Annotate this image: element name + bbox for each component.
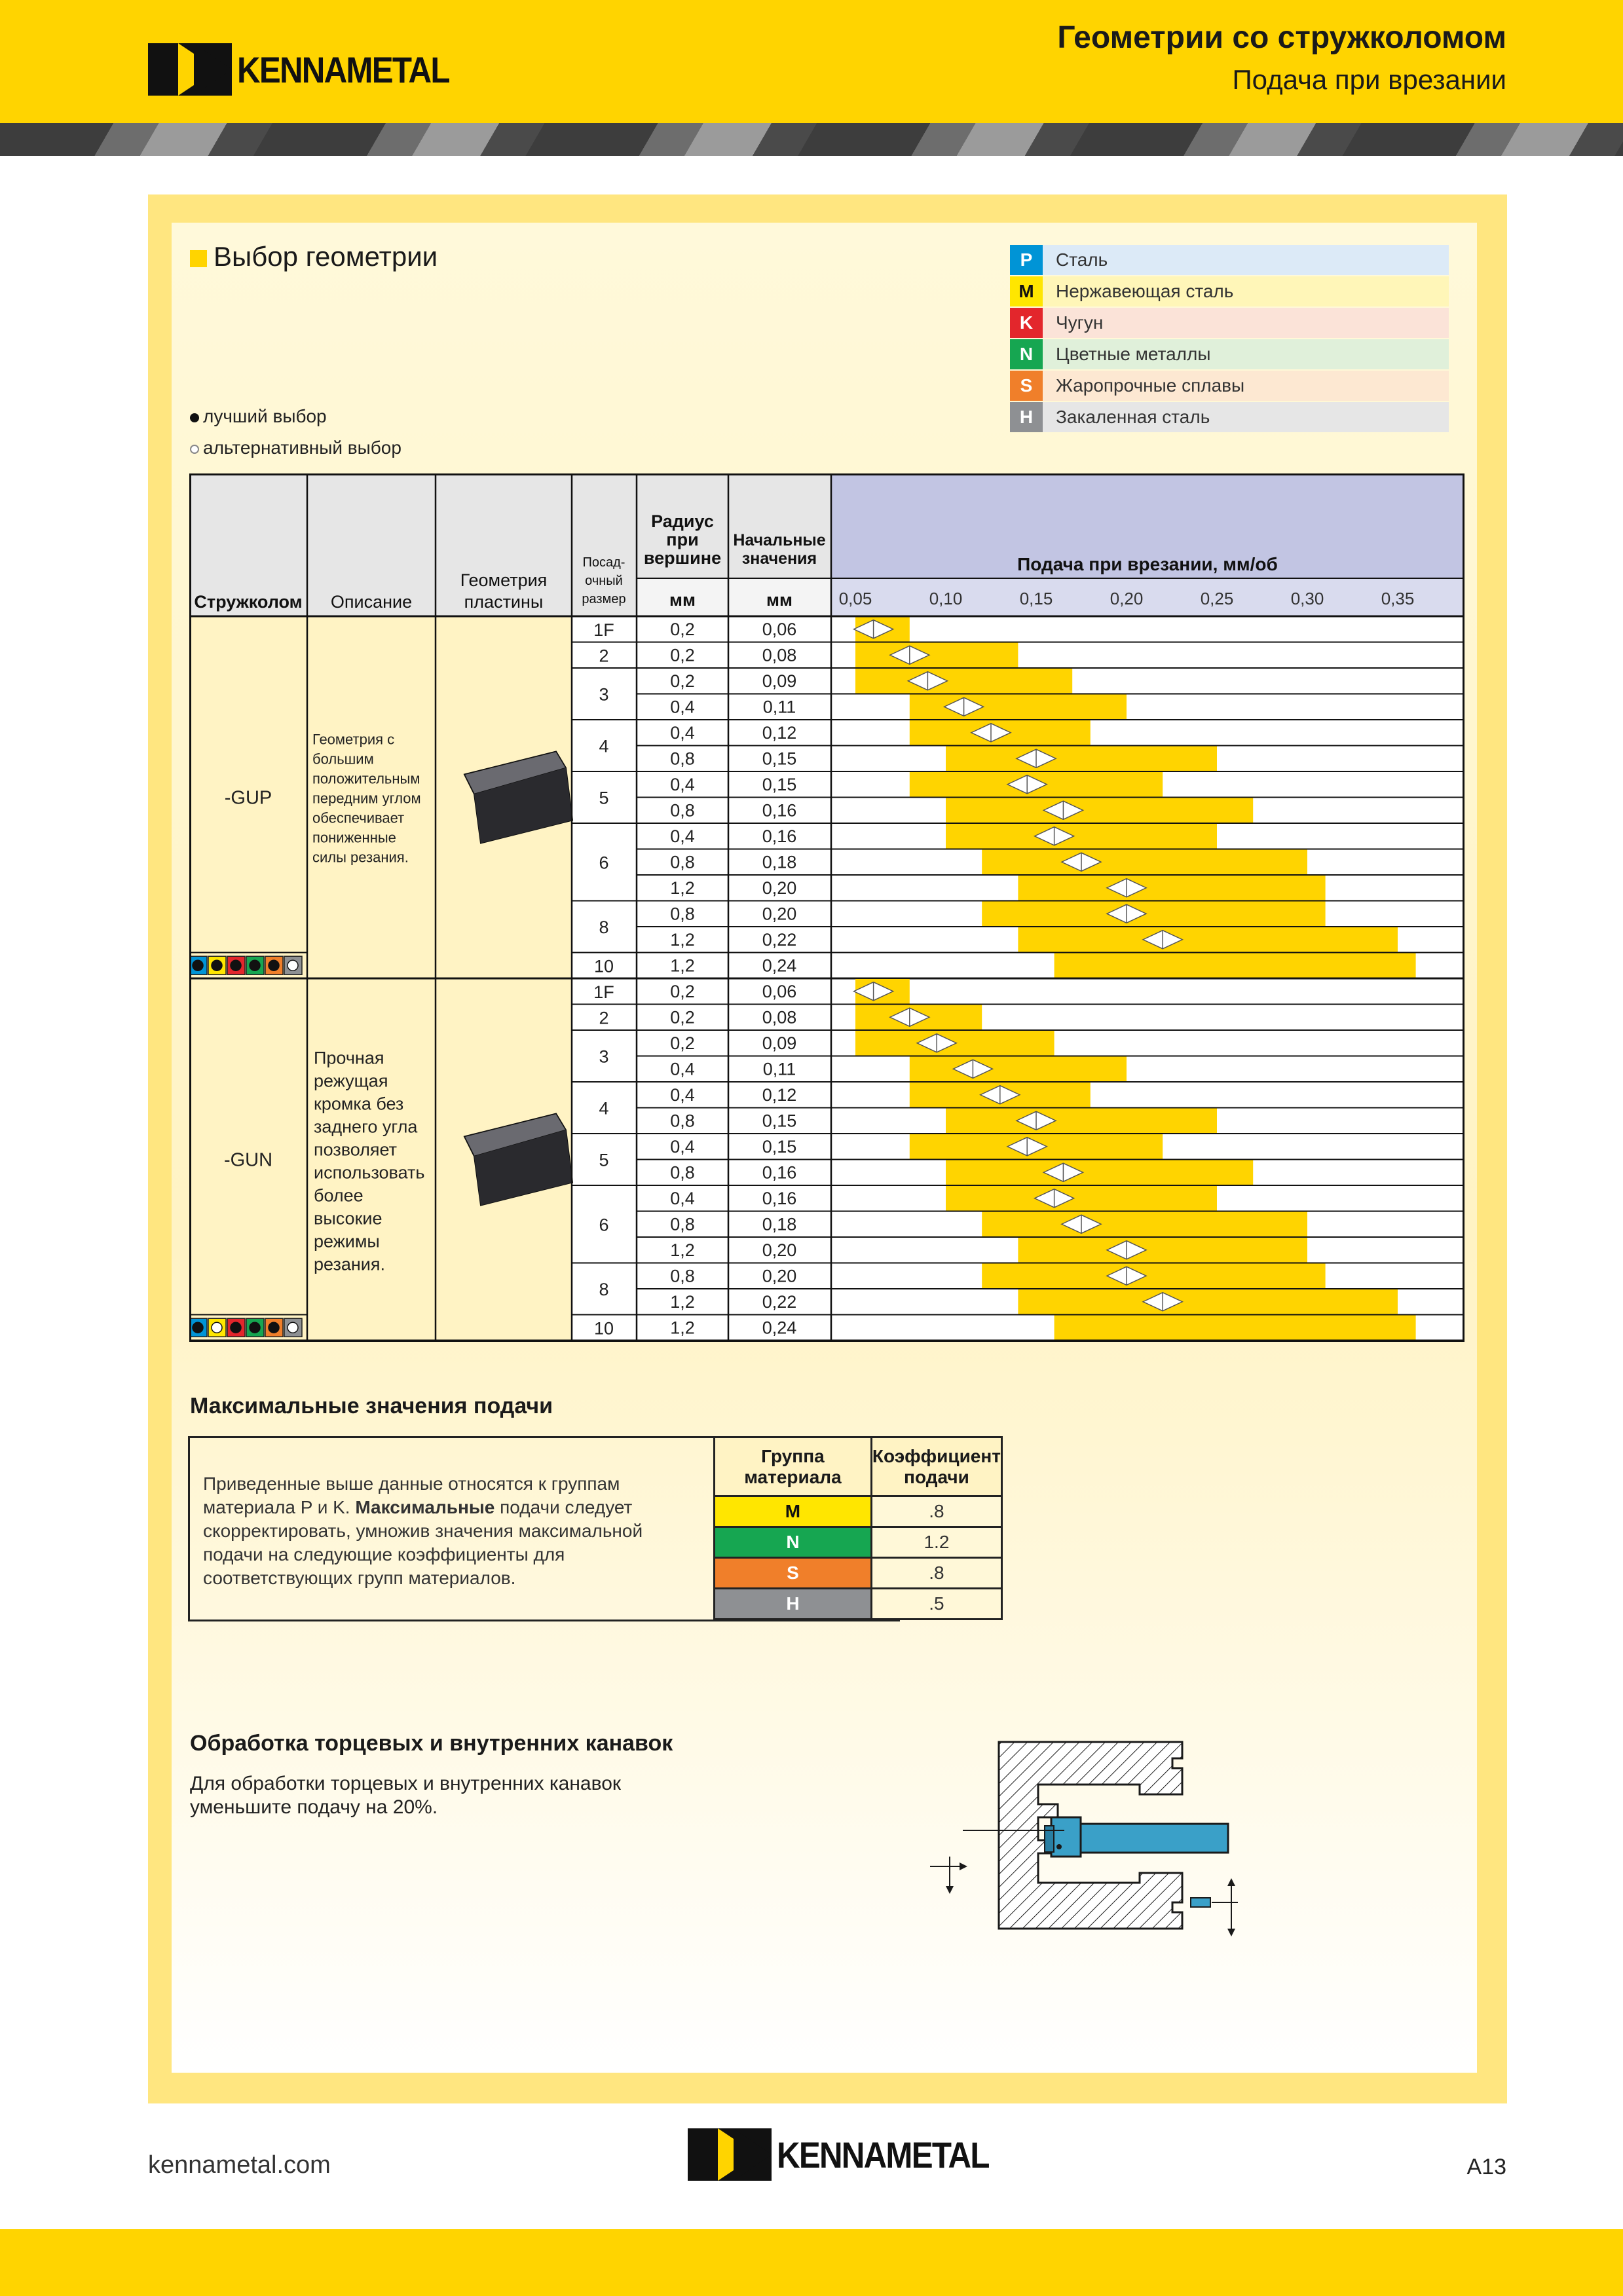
- feed-range-bar: [982, 1264, 1325, 1289]
- coef-row: [715, 1558, 1002, 1589]
- legend-row-p: [1010, 245, 1449, 275]
- empty-dot-icon: [288, 1322, 298, 1333]
- coef-value: 1.2: [871, 1527, 1001, 1558]
- footer-url[interactable]: kennametal.com: [148, 2151, 331, 2179]
- start-value: 0,15: [762, 775, 797, 794]
- best-choice-text: лучший выбор: [203, 406, 327, 426]
- radius-value: 1,2: [670, 1318, 695, 1338]
- start-value: 0,20: [762, 1266, 797, 1286]
- col-header-feed: Подача при врезании, мм/об: [1017, 554, 1278, 574]
- seat-size: 8: [599, 1280, 609, 1299]
- feed-tick-label: 0,15: [1019, 589, 1053, 608]
- feed-range-bar: [1018, 1289, 1398, 1314]
- col-header-seat: [582, 555, 625, 606]
- col-header-start-unit: мм: [766, 590, 793, 610]
- material-code-p: P: [1010, 245, 1043, 275]
- seat-size: 5: [599, 788, 609, 808]
- radius-value: 0,8: [670, 904, 695, 924]
- seat-size: 10: [593, 956, 614, 976]
- empty-dot-icon: [288, 960, 298, 971]
- col-feed-coef: Коэффициент подачи: [871, 1437, 1001, 1496]
- start-value: 0,16: [762, 1189, 797, 1208]
- tool-holder: [1064, 1824, 1228, 1853]
- filled-dot-icon: [269, 1322, 279, 1333]
- start-value: 0,24: [762, 1318, 797, 1338]
- radius-value: 0,8: [670, 1266, 695, 1286]
- feed-range-bar: [910, 1057, 1127, 1082]
- seat-size: 1F: [593, 982, 614, 1002]
- kennametal-logo: [148, 43, 478, 96]
- radius-value: 0,4: [670, 1189, 695, 1208]
- radius-value: 0,4: [670, 775, 695, 794]
- radius-value: 0,4: [670, 697, 695, 717]
- footer-bar: [0, 2229, 1623, 2296]
- legend-row-m: [1010, 276, 1449, 306]
- description-line: более: [314, 1185, 364, 1206]
- footer-logo-text: KENNAMETAL: [777, 2134, 989, 2176]
- feed-tick-label: 0,35: [1381, 589, 1415, 608]
- coef-value: .8: [871, 1558, 1001, 1589]
- legend-row-k: [1010, 308, 1449, 338]
- description-line: силы резания.: [312, 849, 409, 866]
- coef-row: [715, 1589, 1002, 1620]
- coef-value: .8: [871, 1496, 1001, 1527]
- legend-row-h: [1010, 402, 1449, 432]
- material-code-s: S: [1010, 371, 1043, 401]
- radius-value: 0,8: [670, 800, 695, 821]
- page-title: Геометрии со стружколомом: [1057, 20, 1506, 55]
- radius-value: 0,4: [670, 1137, 695, 1157]
- filled-dot-icon: [250, 960, 260, 971]
- start-value: 0,22: [762, 930, 797, 950]
- feed-tick-label: 0,05: [838, 589, 872, 608]
- feed-tick-label: 0,25: [1200, 589, 1234, 608]
- grooving-diagram: [923, 1729, 1264, 1938]
- feed-range-bar: [1018, 876, 1325, 900]
- radius-value: 1,2: [670, 878, 695, 898]
- start-value: 0,16: [762, 800, 797, 821]
- radius-value: 1,2: [670, 955, 695, 976]
- selection-title-text: Выбор геометрии: [214, 241, 438, 272]
- seat-size: 6: [599, 1215, 609, 1235]
- seat-size: 2: [599, 1008, 609, 1028]
- seat-size: 3: [599, 1046, 609, 1067]
- section-title-grooving: Обработка торцевых и внутренних канавок: [190, 1731, 673, 1756]
- material-legend: [1010, 245, 1449, 434]
- description-line: высокие: [314, 1208, 382, 1229]
- radius-value: 0,8: [670, 852, 695, 872]
- seat-size: 4: [599, 1098, 609, 1119]
- seat-size: 5: [599, 1150, 609, 1170]
- radius-value: 0,4: [670, 723, 695, 743]
- description-line: Прочная: [314, 1048, 384, 1068]
- seat-size: 10: [593, 1318, 614, 1339]
- feed-ticks-bg: [831, 578, 1464, 616]
- start-value: 0,12: [762, 723, 797, 743]
- radius-value: 1,2: [670, 1292, 695, 1312]
- radius-value: 0,2: [670, 1007, 695, 1028]
- k-logo-icon: [148, 43, 232, 96]
- k-logo-icon-footer: [688, 2128, 772, 2181]
- unit-bg: [637, 578, 831, 616]
- start-value: 0,18: [762, 1214, 797, 1234]
- coef-row: [715, 1527, 1002, 1558]
- start-value: 0,09: [762, 671, 797, 691]
- arrow-down-icon-2: [1227, 1929, 1235, 1936]
- material-name: Нержавеющая сталь: [1043, 276, 1449, 306]
- feed-range-bar: [1018, 927, 1398, 952]
- coef-material-code: N: [715, 1527, 872, 1558]
- description-line: заднего угла: [314, 1117, 418, 1137]
- coef-row: [715, 1496, 1002, 1527]
- description-line: использовать: [314, 1162, 425, 1183]
- col-header-chipbreaker: Стружколом: [194, 592, 303, 612]
- radius-value: 0,2: [670, 671, 695, 691]
- max-feed-text-b: подачи следует скорректировать, умножив значения максимальной подачи на следующие коэффициенты для соответствующих групп материалов.: [203, 1497, 643, 1588]
- filled-dot-icon: [193, 1322, 203, 1333]
- material-name: Жаропрочные сплавы: [1043, 371, 1449, 401]
- radius-value: 0,4: [670, 826, 695, 846]
- filled-dot-icon: [193, 960, 203, 971]
- start-value: 0,22: [762, 1292, 797, 1312]
- geometry-selection-table: [189, 473, 1464, 1342]
- material-name: Сталь: [1043, 245, 1449, 275]
- feed-tick-label: 0,30: [1290, 589, 1324, 608]
- radius-value: 0,2: [670, 620, 695, 639]
- coef-value: .5: [871, 1589, 1001, 1620]
- start-value: 0,08: [762, 645, 797, 665]
- best-choice-legend: [190, 406, 327, 427]
- col-header-radius-unit: мм: [669, 590, 696, 610]
- chipbreaker-name: -GUN: [223, 1149, 273, 1171]
- description-line: пониженные: [312, 829, 396, 846]
- feed-coefficient-table: [713, 1436, 1003, 1620]
- start-value: 0,15: [762, 1137, 797, 1157]
- legend-row-n: [1010, 339, 1449, 369]
- radius-value: 1,2: [670, 930, 695, 950]
- section-title-max-feed: Максимальные значения подачи: [190, 1394, 553, 1418]
- feed-tick-label: 0,10: [929, 589, 963, 608]
- grooving-text: Для обработки торцевых и внутренних канавок уменьшите подачу на 20%.: [190, 1773, 622, 1818]
- start-value: 0,08: [762, 1007, 797, 1028]
- description-line: передним углом: [312, 790, 421, 807]
- start-value: 0,20: [762, 878, 797, 898]
- start-value: 0,11: [762, 1059, 796, 1079]
- feed-range-bar: [982, 1212, 1307, 1237]
- empty-dot-icon: [212, 1322, 222, 1333]
- start-value: 0,16: [762, 1162, 797, 1183]
- start-value: 0,06: [762, 982, 797, 1001]
- page-subtitle: Подача при врезании: [1232, 64, 1506, 95]
- decorative-stripe: [0, 123, 1623, 156]
- col-header-radius-line: вершине: [643, 548, 722, 568]
- col-header-seat-line: очный: [585, 574, 623, 588]
- coef-material-code: S: [715, 1558, 872, 1589]
- radius-value: 1,2: [670, 1240, 695, 1260]
- material-code-h: H: [1010, 402, 1043, 432]
- col-header-seat-line: размер: [582, 592, 626, 606]
- col-header-geometry-line: Геометрия: [460, 570, 548, 590]
- coef-material-code: M: [715, 1496, 872, 1527]
- section-title-selection: [190, 241, 438, 272]
- radius-value: 0,8: [670, 1162, 695, 1183]
- alt-choice-legend: [190, 437, 401, 458]
- radius-value: 0,2: [670, 982, 695, 1001]
- tool-insert: [1051, 1817, 1081, 1857]
- description-line: положительным: [312, 770, 420, 787]
- start-value: 0,11: [762, 697, 796, 717]
- start-value: 0,20: [762, 904, 797, 924]
- material-name: Чугун: [1043, 308, 1449, 338]
- radius-value: 0,8: [670, 1214, 695, 1234]
- col-header-start-line: Начальные: [733, 531, 826, 549]
- feed-range-bar: [946, 747, 1217, 771]
- feed-range-bar: [946, 824, 1217, 849]
- material-code-n: N: [1010, 339, 1043, 369]
- feed-range-bar: [946, 1109, 1217, 1134]
- feed-range-bar: [1054, 954, 1416, 978]
- seat-size: 2: [599, 646, 609, 666]
- arrow-right-icon: [960, 1862, 967, 1870]
- seat-size: 8: [599, 917, 609, 937]
- seat-size: 3: [599, 684, 609, 705]
- arrow-down-icon: [946, 1886, 954, 1894]
- start-value: 0,15: [762, 749, 797, 769]
- radius-value: 0,8: [670, 1111, 695, 1131]
- filled-dot-icon: [190, 413, 199, 422]
- point-marker: [1056, 1844, 1062, 1849]
- small-tool: [1191, 1898, 1210, 1907]
- feed-tick-label: 0,20: [1110, 589, 1144, 608]
- alt-choice-text: альтернативный выбор: [203, 437, 401, 458]
- seat-size: 1F: [593, 620, 614, 640]
- radius-value: 0,4: [670, 1059, 695, 1079]
- start-value: 0,12: [762, 1085, 797, 1105]
- filled-dot-icon: [269, 960, 279, 971]
- start-value: 0,20: [762, 1240, 797, 1260]
- empty-dot-icon: [190, 445, 199, 454]
- max-feed-text-bold: Максимальные: [355, 1497, 495, 1517]
- feed-range-bar: [946, 798, 1253, 823]
- radius-value: 0,2: [670, 645, 695, 665]
- chipbreaker-name: -GUP: [224, 787, 272, 809]
- seat-size: 4: [599, 736, 609, 756]
- radius-value: 0,2: [670, 1033, 695, 1053]
- description-line: режимы: [314, 1231, 380, 1251]
- filled-dot-icon: [212, 960, 222, 971]
- description-line: Геометрия с: [312, 731, 395, 748]
- page-number: A13: [1466, 2155, 1506, 2179]
- feed-range-bar: [946, 1160, 1253, 1185]
- arrow-up-icon: [1227, 1878, 1235, 1886]
- feed-range-bar: [910, 695, 1127, 720]
- description-line: резания.: [314, 1254, 385, 1274]
- logo-text: KENNAMETAL: [237, 48, 449, 90]
- feed-range-bar: [855, 669, 1072, 694]
- start-value: 0,18: [762, 852, 797, 872]
- max-feed-text: [203, 1472, 662, 1590]
- feed-range-bar: [982, 850, 1307, 875]
- feed-range-bar: [1054, 1316, 1416, 1341]
- feed-range-bar: [1018, 1238, 1307, 1263]
- start-value: 0,16: [762, 826, 797, 846]
- description-line: кромка без: [314, 1094, 404, 1114]
- filled-dot-icon: [231, 1322, 241, 1333]
- col-header-radius-line: при: [666, 530, 699, 549]
- feed-range-bar: [855, 643, 1018, 668]
- material-name: Цветные металлы: [1043, 339, 1449, 369]
- legend-row-s: [1010, 371, 1449, 401]
- radius-value: 0,8: [670, 749, 695, 769]
- col-header-start-line: значения: [741, 549, 817, 568]
- description-line: обеспечивает: [312, 809, 405, 826]
- col-header-description: Описание: [330, 592, 413, 612]
- start-value: 0,24: [762, 955, 797, 976]
- seat-size: 6: [599, 853, 609, 873]
- description-line: большим: [312, 750, 374, 768]
- feed-range-bar: [982, 902, 1325, 927]
- col-header-radius-line: Радиус: [651, 511, 714, 531]
- feed-range-bar: [946, 1186, 1217, 1211]
- filled-dot-icon: [250, 1322, 260, 1333]
- col-header-seat-line: Посад-: [582, 555, 625, 570]
- start-value: 0,15: [762, 1111, 797, 1131]
- col-header-geometry-line: пластины: [464, 592, 544, 612]
- col-header-start: [733, 531, 825, 568]
- start-value: 0,06: [762, 620, 797, 639]
- description-line: позволяет: [314, 1139, 398, 1160]
- square-bullet-icon: [190, 250, 207, 267]
- max-feed-text-a: Приведенные выше данные относятся к группам материала P и K.: [203, 1473, 620, 1517]
- material-name: Закаленная сталь: [1043, 402, 1449, 432]
- start-value: 0,09: [762, 1033, 797, 1053]
- col-material-group: Группа материала: [715, 1437, 872, 1496]
- footer-logo: [688, 2128, 1018, 2181]
- material-code-k: K: [1010, 308, 1043, 338]
- coef-material-code: H: [715, 1589, 872, 1620]
- description-line: режущая: [314, 1071, 388, 1091]
- material-code-m: M: [1010, 276, 1043, 306]
- filled-dot-icon: [231, 960, 241, 971]
- radius-value: 0,4: [670, 1085, 695, 1105]
